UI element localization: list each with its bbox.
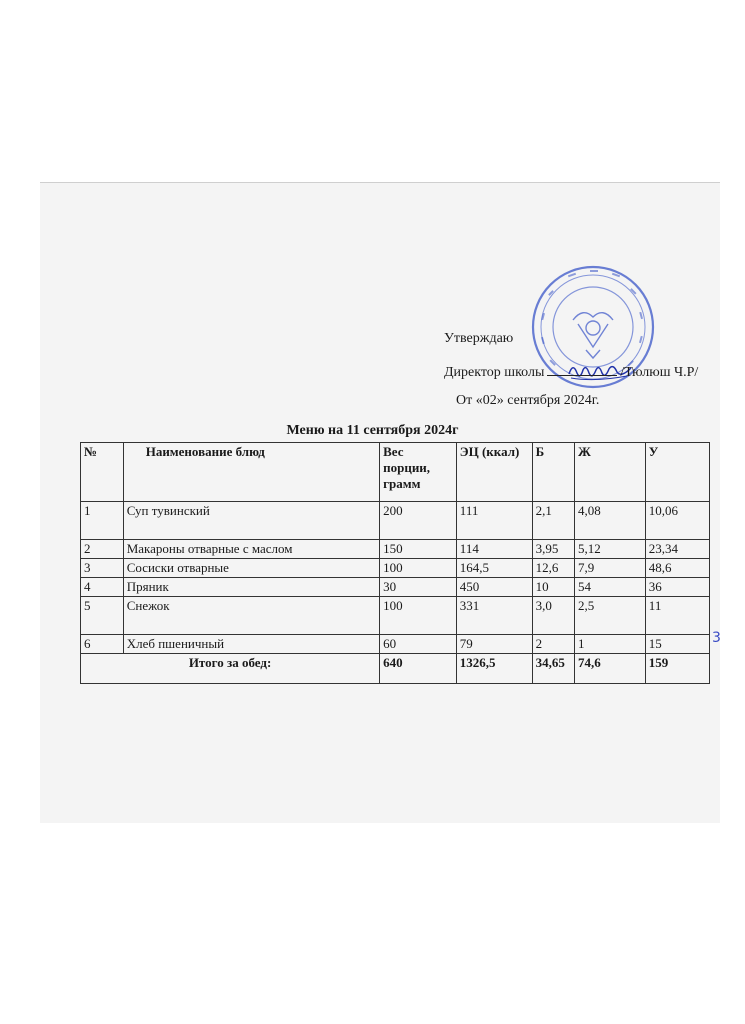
header-carb: У (645, 443, 709, 502)
row-energy: 450 (456, 578, 532, 597)
row-protein: 10 (532, 578, 574, 597)
row-num: 4 (81, 578, 124, 597)
row-name: Сосиски отварные (123, 559, 379, 578)
director-line (444, 363, 698, 382)
row-num: 6 (81, 635, 124, 654)
row-carb: 15 (645, 635, 709, 654)
row-fat: 54 (574, 578, 645, 597)
row-energy: 79 (456, 635, 532, 654)
director-label: Директор школы (444, 365, 545, 380)
row-name: Суп тувинский (123, 502, 379, 540)
row-name: Снежок (123, 597, 379, 635)
total-label: Итого за обед: (81, 654, 380, 684)
row-fat: 5,12 (574, 540, 645, 559)
row-carb: 48,6 (645, 559, 709, 578)
header-weight: Вес порции, грамм (380, 443, 457, 502)
table-row (81, 502, 710, 540)
total-protein: 34,65 (532, 654, 574, 684)
row-weight: 100 (380, 559, 457, 578)
row-energy: 114 (456, 540, 532, 559)
row-num: 5 (81, 597, 124, 635)
row-protein: 3,95 (532, 540, 574, 559)
menu-title: Меню на 11 сентября 2024г (286, 423, 459, 438)
row-energy: 111 (456, 502, 532, 540)
signature-line (547, 363, 617, 376)
row-name: Пряник (123, 578, 379, 597)
row-weight: 200 (380, 502, 457, 540)
total-energy: 1326,5 (456, 654, 532, 684)
row-carb: 36 (645, 578, 709, 597)
table-row (81, 540, 710, 559)
row-weight: 30 (380, 578, 457, 597)
menu-table (80, 442, 710, 684)
row-fat: 4,08 (574, 502, 645, 540)
handwritten-note: 3 (712, 630, 721, 646)
row-weight: 60 (380, 635, 457, 654)
table-row (81, 635, 710, 654)
row-fat: 2,5 (574, 597, 645, 635)
table-row (81, 559, 710, 578)
total-carb: 159 (645, 654, 709, 684)
director-name: /Тюлюш Ч.Р/ (620, 365, 699, 380)
total-row (81, 654, 710, 684)
table-row (81, 578, 710, 597)
header-energy: ЭЦ (ккал) (456, 443, 532, 502)
row-name: Хлеб пшеничный (123, 635, 379, 654)
row-num: 3 (81, 559, 124, 578)
row-weight: 100 (380, 597, 457, 635)
row-num: 1 (81, 502, 124, 540)
row-carb: 11 (645, 597, 709, 635)
row-fat: 1 (574, 635, 645, 654)
header-protein: Б (532, 443, 574, 502)
row-num: 2 (81, 540, 124, 559)
row-protein: 12,6 (532, 559, 574, 578)
total-weight: 640 (380, 654, 457, 684)
row-energy: 331 (456, 597, 532, 635)
header-num: № (81, 443, 124, 502)
row-weight: 150 (380, 540, 457, 559)
approve-label: Утверждаю (444, 331, 514, 346)
total-fat: 74,6 (574, 654, 645, 684)
approval-date: От «02» сентября 2024г. (456, 393, 600, 408)
row-protein: 2 (532, 635, 574, 654)
header-dish-name: Наименование блюд (123, 443, 379, 502)
header-fat: Ж (574, 443, 645, 502)
table-header-row (81, 443, 710, 502)
row-carb: 10,06 (645, 502, 709, 540)
row-protein: 2,1 (532, 502, 574, 540)
row-protein: 3,0 (532, 597, 574, 635)
row-carb: 23,34 (645, 540, 709, 559)
row-fat: 7,9 (574, 559, 645, 578)
row-name: Макароны отварные с маслом (123, 540, 379, 559)
table-row (81, 597, 710, 635)
row-energy: 164,5 (456, 559, 532, 578)
